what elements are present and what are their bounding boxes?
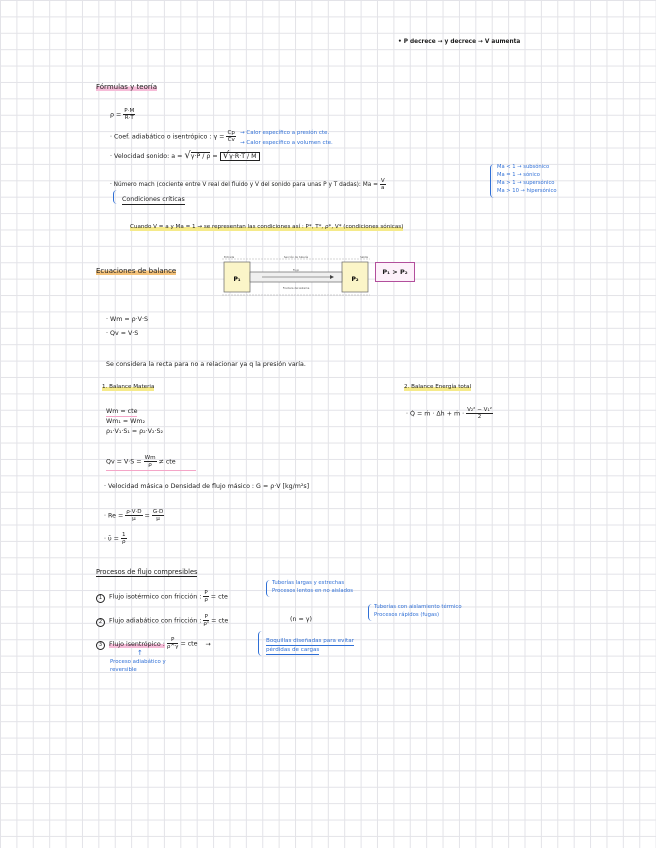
process-3: 3 Flujo isentrópico : $\frac{P}{\rho\^{}\gamma}$ = cte →	[96, 637, 211, 650]
arrow-right-icon: →	[205, 640, 211, 648]
process-1-label: Flujo isotérmico con fricción :	[109, 593, 202, 601]
critical-brace	[113, 190, 118, 204]
energy-balance-title: 2. Balance Energía total	[404, 384, 472, 390]
diagram-outlet-label: Salida	[360, 256, 368, 259]
process-3-note-2: pérdidas de cargas	[266, 647, 320, 653]
mach-brace	[490, 164, 495, 198]
process-1-note-1: Tuberías largas y estrechas	[272, 580, 345, 586]
energy-balance-equation: · Q̇ = ṁ · Δh + ṁ · $\frac{\text{V₂² − V₁²}}{2}$	[406, 407, 492, 420]
balance-title: Ecuaciones de balance	[96, 267, 177, 275]
process-2-number: 2	[96, 618, 105, 627]
diagram-p1: P₁	[233, 276, 241, 283]
density-formula: ρ = $\frac{P\cdot M}{R\cdot T}$	[110, 108, 135, 121]
isentropic-note-2: reversible	[110, 667, 137, 673]
process-2-note-2: Procesos rápidos (fugas)	[374, 612, 440, 618]
critical-text: Cuando V = a y Ma = 1 → se representan las condiciones así : P*, T*, ρ*, V* (condiciones sónicas)	[130, 224, 404, 230]
balance-note: Se considera la recta para no a relacionar ya q la presión varía.	[106, 361, 306, 368]
sound-speed-formula: · Velocidad sonido: a = √γ·P / ρ = √γ·R·T / M	[110, 152, 260, 161]
process-3-note-1: Boquillas diseñadas para evitar	[266, 638, 354, 644]
gamma-formula: · Coef. adiabático o isentrópico : γ = $\frac{Cp}{Cv}$	[110, 130, 235, 143]
cp-note: → Calor específico a presión cte.	[240, 130, 330, 136]
mass-balance-title: 1. Balance Materia	[102, 384, 155, 390]
process-1-number: 1	[96, 594, 105, 603]
mach-case-1: Ma < 1 → subsónico	[497, 164, 550, 170]
qv-relation: Qv = V·S = $\frac{Wm}{\rho}$ ≠ cte	[106, 455, 176, 468]
mach-formula: · Número mach (cociente entre V real del fluido y V del sonido para unas P y T dadas): Ma = $\frac{V}{a}$	[110, 178, 385, 191]
diagram-boundary-label: Frontera del sistema	[282, 287, 310, 290]
specific-volume: · ῡ = $\frac{1}{\rho}$	[104, 532, 126, 545]
process-3-number: 3	[96, 641, 105, 650]
process-2: 2 Flujo adiabático con fricción : $\frac{P}{\text{ρⁿ}}$ = cte	[96, 614, 228, 627]
mach-case-4: Ma > 10 → hipersónico	[497, 188, 557, 194]
mass-line-1: Wm = cte	[106, 408, 138, 415]
mach-case-3: Ma > 1 → supersónico	[497, 180, 555, 186]
process-3-brace	[258, 631, 263, 656]
mach-case-2: Ma = 1 → sónico	[497, 172, 540, 178]
eq-mass-flow: · Wm = ρ·V·S	[106, 316, 148, 323]
isentropic-note-1: Proceso adiabático y	[110, 659, 166, 665]
process-3-label: Flujo isentrópico :	[109, 640, 165, 648]
process-2-note-1: Tuberías con aislamiento térmico	[374, 604, 462, 610]
process-1-note-2: Procesos lentos en no aislados	[272, 588, 354, 594]
eq-volumetric-flow: · Qv = V·S	[106, 330, 139, 337]
critical-title: Condiciones críticas	[122, 196, 185, 203]
mass-velocity: · Velocidad másica o Densidad de flujo másico : G = ρ·V [kg/m²s]	[104, 483, 310, 490]
reynolds-number: · Re = $\frac{\rho\cdot V\cdot D}{\mu}$ = $\frac{G\cdot D}{\mu}$	[104, 509, 164, 522]
processes-title: Procesos de flujo compresibles	[96, 568, 198, 576]
diagram-p2: P₂	[351, 276, 359, 283]
mass-line-3: ρ₁·V₁·S₁ = ρ₂·V₂·S₂	[106, 428, 164, 435]
header-note: • P decrece → y decrece → V aumenta	[398, 39, 521, 45]
process-1-brace	[266, 580, 271, 597]
process-2-extra: (n = γ)	[290, 616, 312, 623]
diagram-pipe-label: Sección de tubería	[283, 256, 309, 259]
formulas-title: Fórmulas y teoría	[96, 83, 157, 91]
cv-note: → Calor específico a volumen cte.	[240, 140, 333, 146]
process-2-label: Flujo adiabático con fricción :	[109, 617, 202, 625]
pressure-box: P₁ > P₂	[375, 262, 415, 282]
mass-line-2: Wm₁ = Wm₂	[106, 418, 146, 425]
process-2-brace	[368, 604, 373, 621]
qv-underline	[106, 470, 196, 471]
up-arrow-icon: ↑	[137, 649, 143, 657]
pipe-diagram	[222, 254, 370, 299]
diagram-flow-label: Flujo	[292, 269, 300, 272]
diagram-inlet-label: Entrada	[224, 256, 235, 259]
process-1: 1 Flujo isotérmico con fricción : $\frac{P}{\rho}$ = cte	[96, 590, 228, 603]
